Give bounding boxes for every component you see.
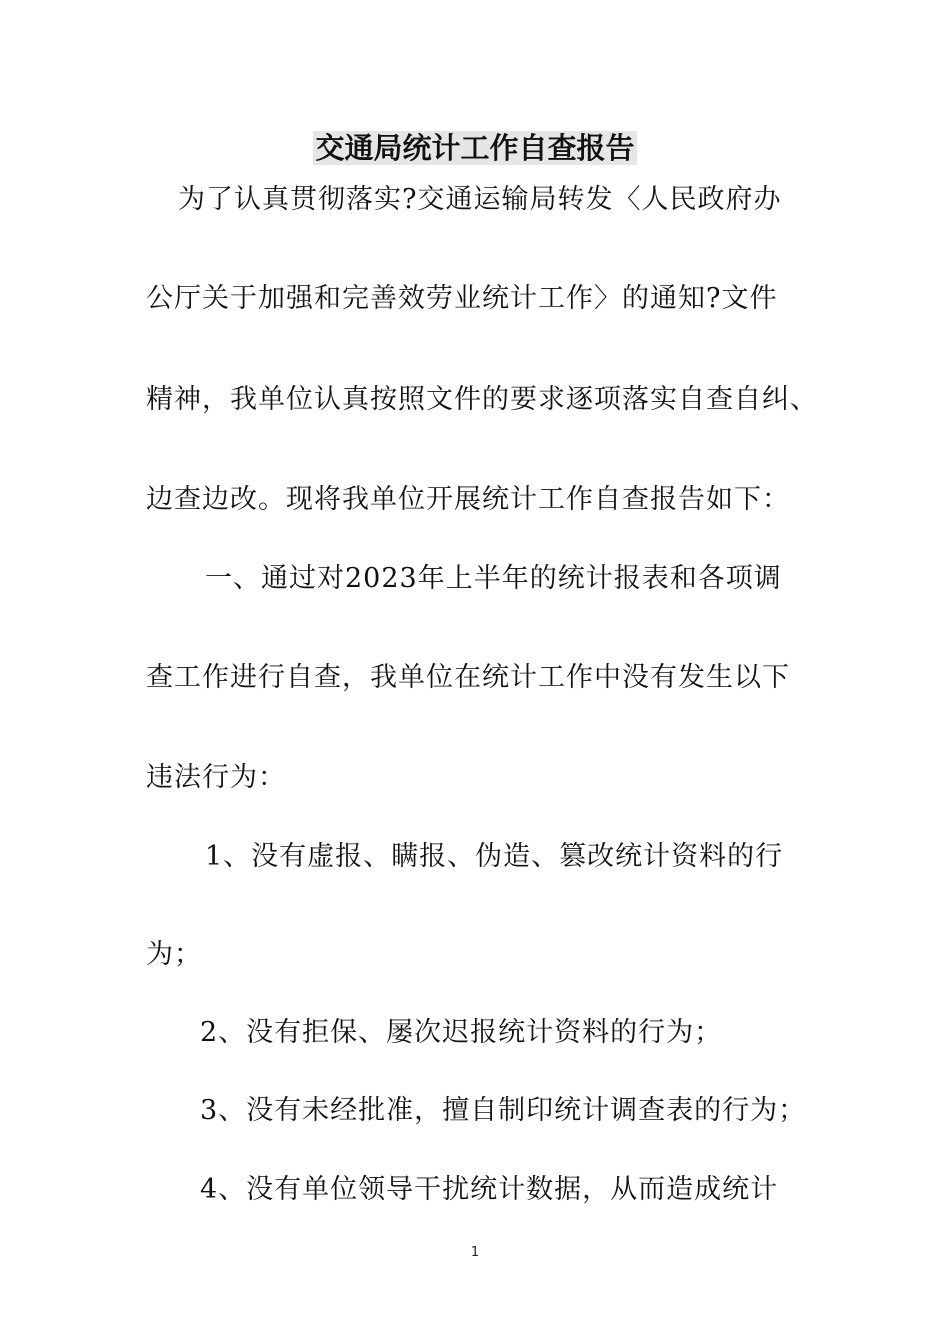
document-title: [0, 128, 950, 168]
paragraph-line: 为了认真贯彻落实?交通运输局转发〈人民政府办: [178, 184, 782, 215]
paragraph-line: 边查边改。现将我单位开展统计工作自查报告如下：: [146, 484, 790, 515]
list-item-line: 3、没有未经批准，擅自制印统计调查表的行为；: [200, 1095, 807, 1126]
list-item-line: 2、没有拒保、屡次迟报统计资料的行为；: [200, 1017, 723, 1048]
paragraph-line: 精神，我单位认真按照文件的要求逐项落实自查自纠、: [146, 384, 818, 415]
paragraph-line: 查工作进行自查，我单位在统计工作中没有发生以下: [146, 662, 790, 693]
list-item-line: 1、没有虚报、瞒报、伪造、篡改统计资料的行: [205, 841, 784, 872]
list-item-line: 4、没有单位领导干扰统计数据，从而造成统计: [200, 1174, 779, 1205]
paragraph-line: 违法行为：: [146, 762, 286, 793]
page-number: 1: [470, 1245, 480, 1260]
list-item-line: 为；: [146, 939, 202, 970]
document-title-text: 交通局统计工作自查报告: [315, 131, 635, 165]
paragraph-line: 公厅关于加强和完善效劳业统计工作〉的通知?文件: [146, 283, 778, 314]
paragraph-line: 一、通过对2023年上半年的统计报表和各项调: [205, 563, 782, 594]
